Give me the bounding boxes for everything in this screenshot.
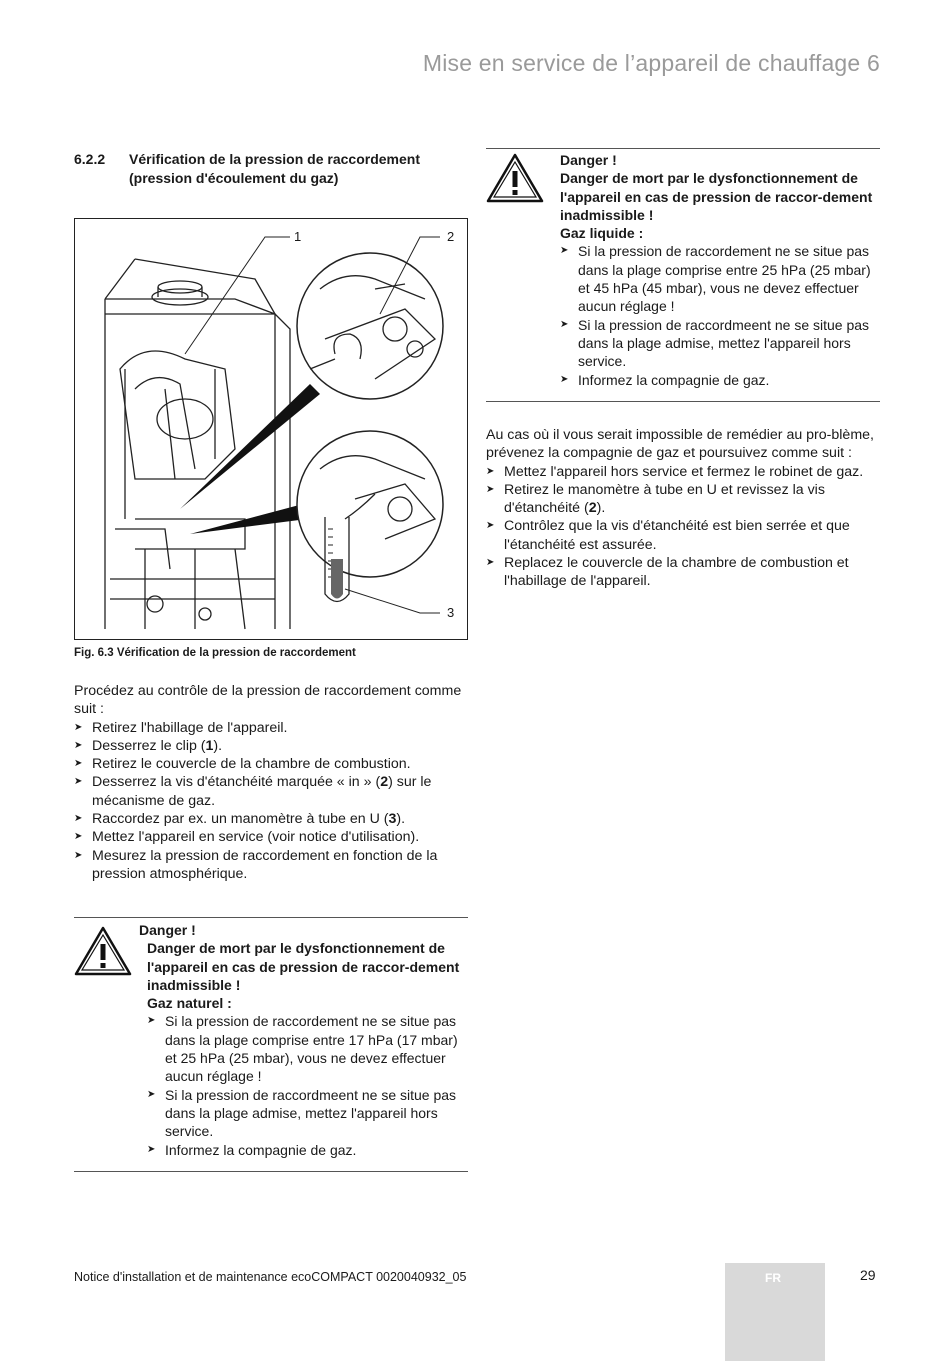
danger-label: Danger ! <box>139 922 196 938</box>
list-item: ➤ Mettez l'appareil hors service et fermez le robinet de gaz. <box>486 463 878 481</box>
footer-text: Notice d'installation et de maintenance ecoCOMPACT 0020040932_05 <box>74 1270 467 1284</box>
list-item: ➤ Si la pression de raccordement ne se situe pas dans la plage comprise entre 25 hPa (25 mbar) et 45 hPa (45 mbar), vous ne devez effectuer aucun réglage ! <box>560 242 880 315</box>
list-item: ➤ Si la pression de raccordmeent ne se situe pas dans la plage admise, mettez l'appareil hors service. <box>147 1086 467 1141</box>
callout-2: 2 <box>447 229 455 244</box>
list-item: ➤ Retirez le manomètre à tube en U et revissez la vis d'étanchéité (2). <box>486 481 878 518</box>
procedure-intro: Procédez au contrôle de la pression de raccordement comme suit : <box>74 683 462 718</box>
list-item: ➤ Desserrez la vis d'étanchéité marquée « in » (2) sur le mécanisme de gaz. <box>74 773 466 810</box>
danger-box-lpg <box>486 148 880 402</box>
list-item: ➤ Retirez le couvercle de la chambre de combustion. <box>74 755 466 773</box>
language-tab <box>725 1263 825 1361</box>
remedy-steps <box>486 463 878 591</box>
list-item: ➤ Replacez le couvercle de la chambre de combustion et l'habillage de l'appareil. <box>486 554 878 591</box>
section-number: 6.2.2 <box>74 151 106 167</box>
procedure <box>74 682 466 883</box>
list-item: ➤ Mettez l'appareil en service (voir notice d'utilisation). <box>74 828 466 846</box>
gas-type: Gaz liquide : <box>560 225 644 242</box>
list-item: ➤ Informez la compagnie de gaz. <box>147 1141 467 1159</box>
danger-items <box>139 1012 467 1158</box>
warning-triangle-icon <box>486 153 544 203</box>
section-title: Vérification de la pression de raccordement (pression d'écoulement du gaz) <box>129 151 420 186</box>
boiler-illustration <box>75 219 469 641</box>
running-header: Mise en service de l’appareil de chauffage 6 <box>422 50 880 76</box>
remedy <box>486 426 878 591</box>
list-item: ➤ Si la pression de raccordement ne se situe pas dans la plage comprise entre 17 hPa (17 mbar) et 25 hPa (25 mbar), vous ne devez effectuer aucun réglage ! <box>147 1012 467 1085</box>
list-item: ➤ Retirez l'habillage de l'appareil. <box>74 719 466 737</box>
gas-type: Gaz naturel : <box>147 995 232 1012</box>
danger-label: Danger ! <box>560 152 617 168</box>
page-number: 29 <box>860 1267 876 1283</box>
danger-box-natural-gas <box>74 917 468 1172</box>
danger-heading: Danger de mort par le dysfonctionnement de l'appareil en cas de pression de raccor-dement inadmissible ! <box>147 940 460 993</box>
list-item: ➤ Contrôlez que la vis d'étanchéité est bien serrée et que l'étanchéité est assurée. <box>486 517 878 554</box>
danger-heading: Danger de mort par le dysfonctionnement de l'appareil en cas de pression de raccor-dement inadmissible ! <box>560 170 873 223</box>
list-item: ➤ Informez la compagnie de gaz. <box>560 371 880 389</box>
danger-items <box>560 242 880 388</box>
list-item: ➤ Raccordez par ex. un manomètre à tube en U (3). <box>74 810 466 828</box>
figure-caption: Fig. 6.3 Vérification de la pression de raccordement <box>74 647 356 659</box>
procedure-steps <box>74 719 466 884</box>
remedy-intro: Au cas où il vous serait impossible de remédier au pro-blème, prévenez la compagnie de gaz et poursuivez comme suit : <box>486 427 874 462</box>
language-label: FR <box>765 1271 781 1285</box>
callout-1: 1 <box>294 229 302 244</box>
list-item: ➤ Desserrez le clip (1). <box>74 737 466 755</box>
list-item: ➤ Mesurez la pression de raccordement en fonction de la pression atmosphérique. <box>74 847 466 884</box>
callout-3: 3 <box>447 605 455 620</box>
figure-gas-pressure <box>74 218 468 640</box>
warning-triangle-icon <box>74 926 132 976</box>
list-item: ➤ Si la pression de raccordmeent ne se situe pas dans la plage admise, mettez l'appareil hors service. <box>560 316 880 371</box>
